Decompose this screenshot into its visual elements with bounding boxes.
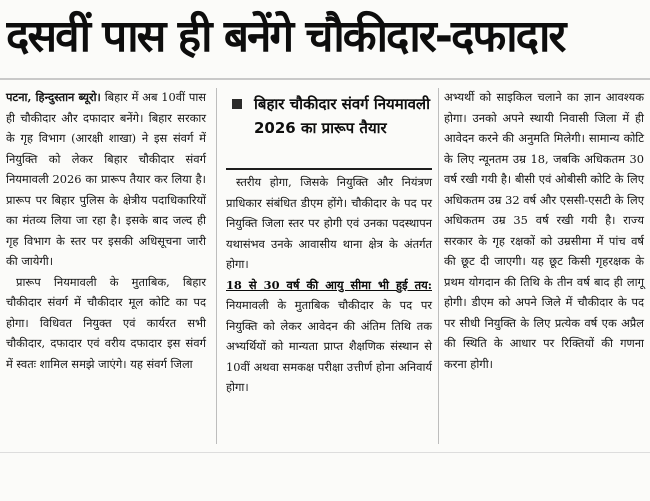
paragraph xyxy=(226,275,432,398)
paragraph: अभ्यर्थी को साइकिल चलाने का ज्ञान आवश्यक होगा। उनको अपने स्थायी निवासी जिला में ही आवेदन करने की अनुमति मिलेगी। सामान्य कोटि के लिए न्यूनतम उम्र 18, जबकि अधिकतम 30 वर्ष रखी गयी है। बीसी एवं ओबीसी कोटि के लिए अधिकतम उम्र 32 वर्ष और एससी-एसटी के लिए अधिकतम उम्र 35 वर्ष रखी गयी है। राज्य सरकार के गृह रक्षकों को उम्रसीमा में पांच वर्ष की छूट दी जाएगी। यह छूट किसी गृहरक्षक के प्रथम योगदान की तिथि के तीन वर्ष बाद ही लागू होगी। डीएम को अपने जिले में चौकीदार के पद पर सीधी नियुक्ति के लिए प्रत्येक वर्ष एक अप्रैल की स्थिति के आधार पर रिक्तियों की गणना करना होगी। xyxy=(444,90,644,371)
subheading xyxy=(226,278,432,292)
paragraph-text: बिहार में अब 10वीं पास ही चौकीदार और दफादार बनेंगे। बिहार सरकार के गृह विभाग (आरक्षी शाखा) ने इस संवर्ग में नियुक्ति को लेकर बिहार चौकीदार संवर्ग नियमावली 2026 का प्रारूप तैयार कर लिया है। प्रारूप पर बिहार पुलिस के क्षेत्रीय पदाधिकारियों का मंतव्य लिया जा रहा है। इसके बाद जल्द ही गृह विभाग के स्तर पर इसकी अधिसूचना जारी की जायेगी। xyxy=(6,90,206,268)
paragraph: स्तरीय होगा, जिसके नियुक्ति और नियंत्रण प्राधिकार संबंधित डीएम होंगे। चौकीदार के पद पर नियुक्ति जिला स्तर पर होगी एवं उनका पदस्थापन यथासंभव उनके आवासीय थाना क्षेत्र के अंतर्गत होगा। xyxy=(226,175,432,271)
column-divider xyxy=(216,88,217,444)
kicker-box xyxy=(226,90,432,166)
article-column-2 xyxy=(226,172,432,398)
article-column-1 xyxy=(6,87,206,374)
paragraph xyxy=(6,87,206,272)
kicker-divider xyxy=(226,168,432,170)
kicker-text: बिहार चौकीदार संवर्ग नियमावली 2026 का प्रारूप तैयार xyxy=(254,95,430,137)
headline: दसवीं पास ही बनेंगे चौकीदार-दफादार xyxy=(6,11,565,62)
subheading-text: 18 से 30 वर्ष की आयु सीमा भी हुई तय: xyxy=(226,277,432,292)
paragraph: प्रारूप नियमावली के मुताबिक, बिहार चौकीदार संवर्ग में चौकीदार मूल कोटि का पद होगा। विधिवत नियुक्त एवं कार्यरत सभी चौकीदार, दफादार एवं वरीय दफादार इस संवर्ग में स्वतः शामिल समझे जाएंगे। यह संवर्ग जिला xyxy=(6,274,206,371)
headline-divider xyxy=(0,78,650,80)
bullet-square-icon xyxy=(232,99,242,109)
bottom-divider xyxy=(0,452,650,453)
dateline: पटना, हिन्दुस्तान ब्यूरो। xyxy=(6,90,101,104)
column-divider xyxy=(438,88,439,444)
paragraph-text: नियमावली के मुताबिक चौकीदार के पद पर नियुक्ति को लेकर आवेदन की अंतिम तिथि तक अभ्यर्थियों को मान्यता प्राप्त शैक्षणिक संस्थान से 10वीं अथवा समकक्ष परीक्षा उत्तीर्ण होना अनिवार्य होगा। xyxy=(226,298,432,394)
article-column-3 xyxy=(444,87,644,374)
